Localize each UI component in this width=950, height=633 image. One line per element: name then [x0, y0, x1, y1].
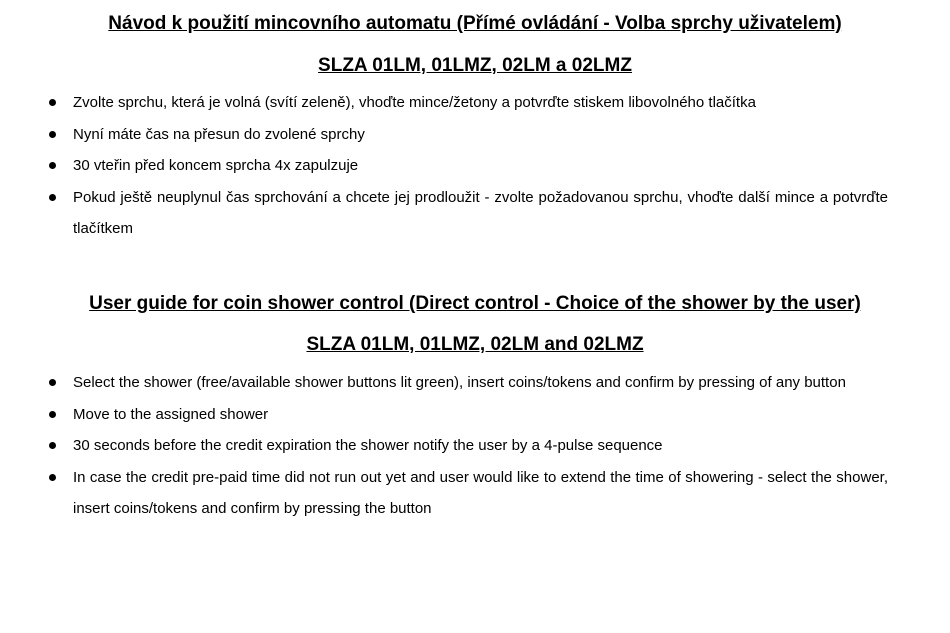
list-item: Zvolte sprchu, která je volná (svítí zeleně), vhoďte mince/žetony a potvrďte stiskem libovolného tlačítka: [0, 87, 950, 119]
bullet-icon: [49, 379, 56, 386]
bullet-icon: [49, 474, 56, 481]
list-item: 30 seconds before the credit expiration the shower notify the user by a 4-pulse sequence: [0, 430, 950, 462]
list-item: 30 vteřin před koncem sprcha 4x zapulzuje: [0, 150, 950, 182]
english-instruction-list: [0, 367, 950, 525]
list-item: Nyní máte čas na přesun do zvolené sprchy: [0, 119, 950, 151]
czech-title: Návod k použití mincovního automatu (Přímé ovládání - Volba sprchy uživatelem): [108, 13, 842, 34]
bullet-icon: [49, 162, 56, 169]
list-item: Pokud ještě neuplynul čas sprchování a chcete jej prodloužit - zvolte požadovanou sprchu, vhoďte další mince a potvrďte tlačítkem: [0, 182, 950, 245]
czech-instruction-list: [0, 87, 950, 245]
czech-title-block: [0, 12, 950, 36]
bullet-icon: [49, 99, 56, 106]
bullet-icon: [49, 411, 56, 418]
list-item: Move to the assigned shower: [0, 399, 950, 431]
bullet-icon: [49, 194, 56, 201]
bullet-icon: [49, 131, 56, 138]
list-item: In case the credit pre-paid time did not run out yet and user would like to extend the time of showering - select the shower, insert coins/tokens and confirm by pressing the button: [0, 462, 950, 525]
bullet-icon: [49, 442, 56, 449]
english-models-heading: SLZA 01LM, 01LMZ, 02LM and 02LMZ: [306, 334, 644, 355]
list-item: Select the shower (free/available shower buttons lit green), insert coins/tokens and confirm by pressing of any button: [0, 367, 950, 399]
czech-models-heading: SLZA 01LM, 01LMZ, 02LM a 02LMZ: [318, 55, 632, 76]
english-models-block: [0, 333, 950, 357]
czech-models-block: [0, 54, 950, 78]
english-title-block: [0, 292, 950, 316]
english-title: User guide for coin shower control (Direct control - Choice of the shower by the user): [89, 293, 861, 314]
